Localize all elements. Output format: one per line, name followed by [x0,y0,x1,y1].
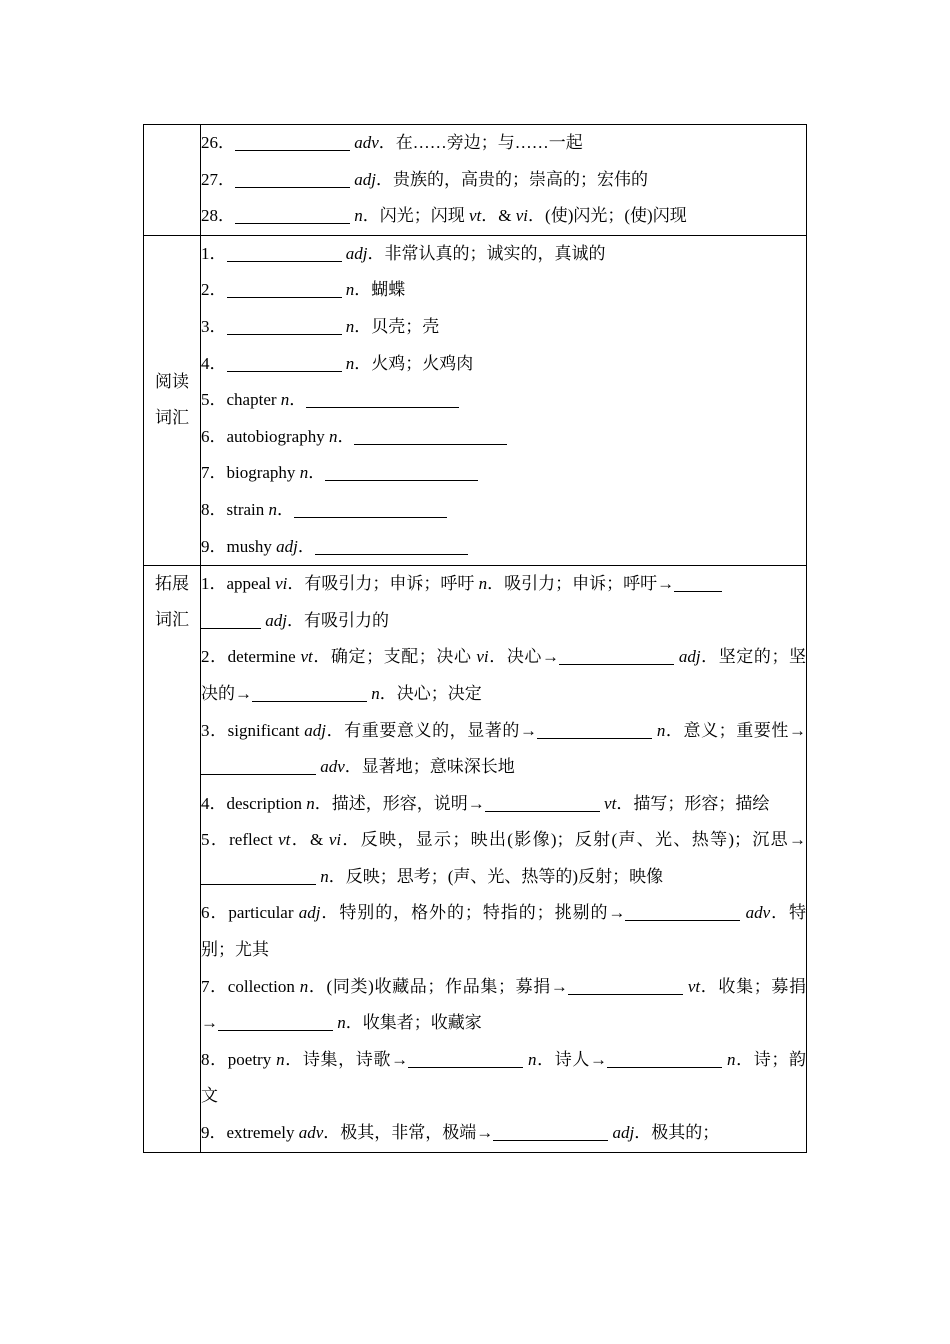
answer-blank[interactable] [227,244,342,262]
list-item: 2．determine vt．确定；支配；决心 vi．决心→ adj．坚定的；坚决的→ n．决心；决定 [201,647,807,703]
list-item: 7．collection n．(同类)收藏品；作品集；募捐→ vt．收集；募捐→ n．收集者；收藏家 [201,976,807,1033]
answer-blank[interactable] [674,574,722,592]
list-item: 26． adv．在……旁边；与……一起 [201,133,583,152]
answer-blank[interactable] [354,427,507,445]
answer-blank[interactable] [235,170,350,188]
list-item: 9．mushy adj． [201,529,806,566]
answer-blank[interactable] [306,390,459,408]
items-cell [201,235,807,565]
answer-blank[interactable] [227,280,342,298]
table-row [144,235,807,565]
answer-blank[interactable] [315,537,468,555]
answer-blank[interactable] [227,354,342,372]
answer-blank[interactable] [294,500,447,518]
list-item: 2． n．蝴蝶 [201,280,406,300]
table-row [144,125,807,236]
answer-blank[interactable] [235,206,350,224]
list-item: 3．significant adj．有重要意义的，显著的→ n．意义；重要性→ adv．显著地；意味深长地 [201,720,807,777]
category-reading-vocab: 阅读 词汇 [144,235,201,565]
answer-blank[interactable] [201,611,261,629]
category-cell-empty [144,125,201,236]
category-extended-vocab: 拓展 词汇 [144,566,201,1153]
list-item: 28． n．闪光；闪现 vt．& vi．(使)闪光；(使)闪现 [201,206,687,226]
list-item: 5．reflect vt．& vi．反映，显示；映出(影像)；反射(声、光、热等)；沉思→ n．反映；思考；(声、光、热等的)反射；映像 [201,830,806,886]
answer-blank[interactable] [408,1050,523,1068]
list-item: 4． n．火鸡；火鸡肉 [201,353,474,373]
list-item: 6．particular adj．特别的，格外的；特指的；挑剔的→ adv．特别；尤其 [201,903,807,960]
list-item: 5．chapter n． [201,382,806,419]
answer-blank[interactable] [235,133,350,151]
list-item: 1．appeal vi．有吸引力；申诉；呼吁 n．吸引力；申诉；呼吁→ adj．有吸引力的 [201,566,806,639]
list-item: 8．strain n． [201,492,806,529]
answer-blank[interactable] [325,463,478,481]
answer-blank[interactable] [218,1013,333,1031]
answer-blank[interactable] [252,684,367,702]
answer-blank[interactable] [537,721,652,739]
list-item: 1． adj．非常认真的；诚实的，真诚的 [201,243,606,263]
table-row [144,566,807,1153]
list-item: 8．poetry n．诗集，诗歌→ n．诗人→ n．诗；韵文 [201,1049,806,1106]
answer-blank[interactable] [227,317,342,335]
list-item: 9．extremely adv．极其，非常，极端→ adj．极其的； [201,1123,720,1143]
items-cell [201,125,807,236]
list-item: 27． adj．贵族的，高贵的；崇高的；宏伟的 [201,169,648,189]
items-cell [201,566,807,1153]
list-item: 3． n．贝壳；壳 [201,316,440,336]
list-item: 7．biography n． [201,455,806,492]
answer-blank[interactable] [493,1123,608,1141]
answer-blank[interactable] [201,867,316,885]
list-item: 4．description n．描述，形容，说明→ vt．描写；形容；描绘 [201,793,770,813]
list-item: 6．autobiography n． [201,419,806,456]
vocabulary-table [143,124,807,1153]
answer-blank[interactable] [201,757,316,775]
answer-blank[interactable] [568,977,683,995]
answer-blank[interactable] [559,647,674,665]
answer-blank[interactable] [485,794,600,812]
answer-blank[interactable] [607,1050,722,1068]
answer-blank[interactable] [625,903,740,921]
